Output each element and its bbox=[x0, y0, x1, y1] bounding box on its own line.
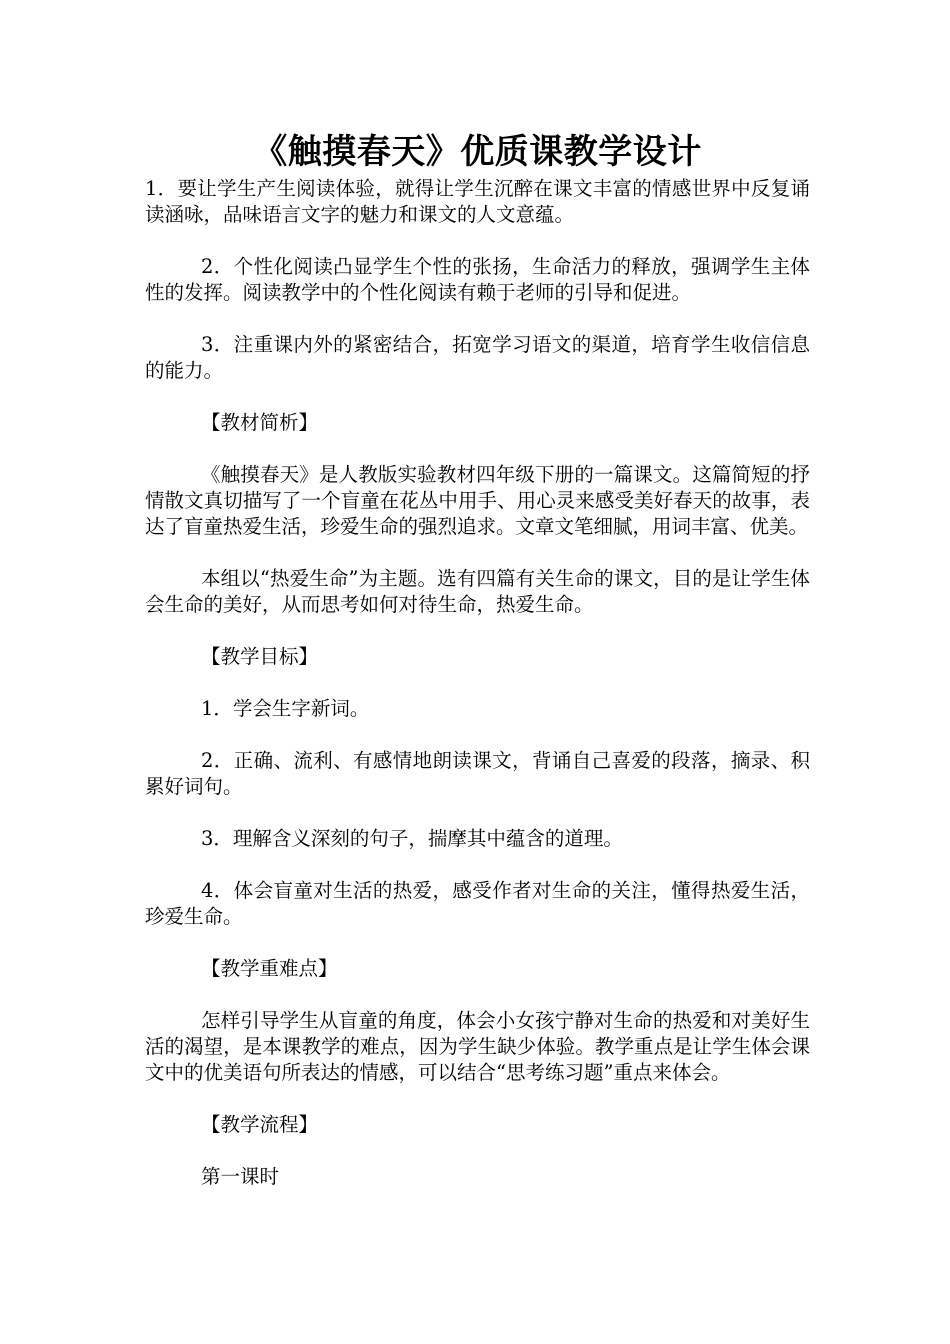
goal-item-4: 4．体会盲童对生活的热爱，感受作者对生命的关注，懂得热爱生活，珍爱生命。 bbox=[145, 879, 810, 928]
paragraph-textbook-analysis-1: 《触摸春天》是人教版实验教材四年级下册的一篇课文。这篇简短的抒情散文真切描写了一个盲童在花丛中用手、用心灵来感受美好春天的故事，表达了盲童热爱生活，珍爱生命的强烈追求。文章文笔细腻，用词丰富、优美。 bbox=[145, 463, 810, 538]
document-title: 《触摸春天》优质课教学设计 bbox=[253, 132, 702, 172]
paragraph-3: 3．注重课内外的紧密结合，拓宽学习语文的渠道，培育学生收信信息的能力。 bbox=[145, 333, 810, 382]
paragraph-first-lesson: 第一课时 bbox=[201, 1165, 280, 1188]
section-heading-teaching-process: 【教学流程】 bbox=[201, 1113, 319, 1136]
paragraph-key-difficulties: 怎样引导学生从盲童的角度，体会小女孩宁静对生命的热爱和对美好生活的渴望，是本课教学的难点，因为学生缺少体验。教学重点是让学生体会课文中的优美语句所表达的情感，可以结合“思考练习题”重点来体会。 bbox=[145, 1009, 810, 1084]
section-heading-key-difficulties: 【教学重难点】 bbox=[201, 957, 338, 980]
section-heading-textbook-analysis: 【教材简析】 bbox=[201, 411, 319, 434]
section-heading-teaching-goals: 【教学目标】 bbox=[201, 645, 319, 668]
document-page bbox=[145, 128, 810, 1216]
paragraph-2: 2．个性化阅读凸显学生个性的张扬，生命活力的释放，强调学生主体性的发挥。阅读教学中的个性化阅读有赖于老师的引导和促进。 bbox=[145, 255, 810, 304]
paragraph-1: 1．要让学生产生阅读体验，就得让学生沉醉在课文丰富的情感世界中反复诵读涵咏，品味语言文字的魅力和课文的人文意蕴。 bbox=[145, 177, 810, 226]
goal-item-1: 1．学会生字新词。 bbox=[201, 697, 370, 720]
paragraph-textbook-analysis-2: 本组以“热爱生命”为主题。选有四篇有关生命的课文，目的是让学生体会生命的美好，从而思考如何对待生命，热爱生命。 bbox=[145, 567, 810, 616]
goal-item-3: 3．理解含义深刻的句子，揣摩其中蕴含的道理。 bbox=[201, 827, 623, 850]
goal-item-2: 2．正确、流利、有感情地朗读课文，背诵自己喜爱的段落，摘录、积累好词句。 bbox=[145, 749, 810, 798]
